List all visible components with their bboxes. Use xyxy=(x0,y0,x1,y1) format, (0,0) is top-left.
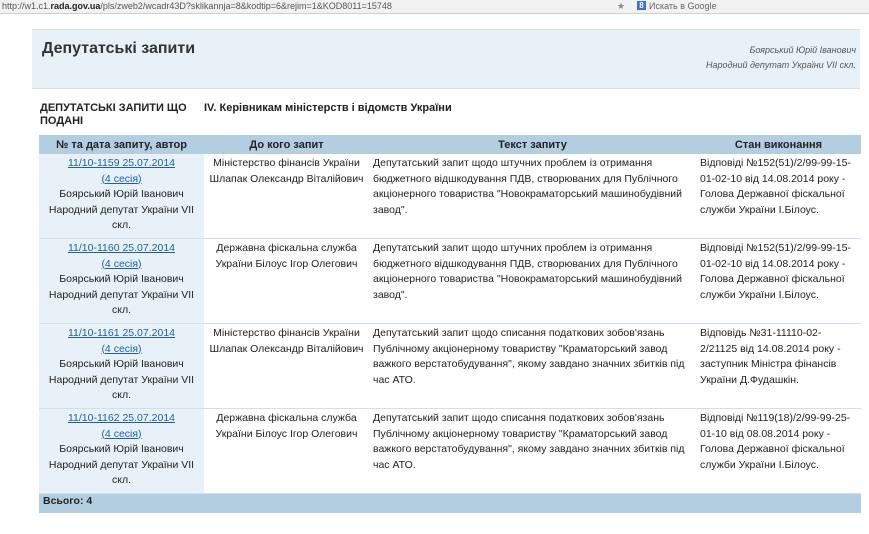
deputy-role: Народний депутат України VII скл. xyxy=(706,60,856,70)
url-path: /pls/zweb2/wcadr43D?sklikannja=8&kodtip=6&rejim=1&KOD8011=15748 xyxy=(100,1,392,11)
session-link[interactable]: (4 сесія) xyxy=(101,342,142,355)
request-link[interactable]: 11/10-1162 25.07.2014 xyxy=(67,412,176,424)
col-header-status: Стан виконання xyxy=(696,135,861,154)
cell-text: Депутатський запит щодо списання податкових зобов'язань Публічному акціонерному товариству "Краматорський завод важкого верстатобудування", якому завдано значних збитків під час АТО. xyxy=(369,324,696,409)
table-row xyxy=(39,154,861,239)
table-row xyxy=(39,239,861,324)
url-domain: rada.gov.ua xyxy=(50,1,101,11)
session-link[interactable]: (4 сесія) xyxy=(101,172,142,185)
requests-table xyxy=(39,135,861,513)
session-link[interactable]: (4 сесія) xyxy=(101,427,142,440)
total-row xyxy=(39,494,861,514)
author-name: Боярський Юрій Іванович xyxy=(59,358,184,370)
col-header-text: Текст запиту xyxy=(369,135,696,154)
url-prefix: http://w1.c1. xyxy=(2,1,51,11)
cell-status: Відповідь №31-11110-02-2/21125 від 14.08.2014 року - заступник Міністра фінансів України Д.Фудашкін. xyxy=(696,324,861,409)
author-role: Народний депутат України VII скл. xyxy=(48,288,195,316)
cell-text: Депутатський запит щодо списання податкових зобов'язань Публічному акціонерному товариству "Краматорський завод важкого верстатобудування", якому завдано значних збитків під час АТО. xyxy=(369,409,696,494)
cell-recipient: Міністерство фінансів України Шлапак Олександр Віталійович xyxy=(204,324,369,409)
cell-recipient: Міністерство фінансів України Шлапак Олександр Віталійович xyxy=(204,154,369,239)
section-title-right: IV. Керівникам міністерств і відомств України xyxy=(204,102,452,114)
table-row xyxy=(39,409,861,494)
cell-status: Відповіді №152(51)/2/99-99-15-01-02-10 від 14.08.2014 року - Голова Державної фіскальної служби України І.Білоус. xyxy=(696,154,861,239)
address-bar[interactable] xyxy=(2,0,392,12)
table-header-row xyxy=(39,135,861,154)
cell-number xyxy=(39,239,204,324)
page-header xyxy=(32,29,860,89)
col-header-number: № та дата запиту, автор xyxy=(39,135,204,154)
total-count: Всього: 4 xyxy=(39,494,861,514)
session-link[interactable]: (4 сесія) xyxy=(101,257,142,270)
author-role: Народний депутат України VII скл. xyxy=(48,458,195,486)
cell-recipient: Державна фіскальна служба України Білоус Ігор Олегович xyxy=(204,409,369,494)
col-header-recipient: До кого запит xyxy=(204,135,369,154)
cell-recipient: Державна фіскальна служба України Білоус Ігор Олегович xyxy=(204,239,369,324)
author-name: Боярський Юрій Іванович xyxy=(59,443,184,455)
section-title-left: ДЕПУТАТСЬКІ ЗАПИТИ ЩО ПОДАНІ xyxy=(40,102,187,127)
deputy-info xyxy=(706,43,856,73)
author-name: Боярський Юрій Іванович xyxy=(59,188,184,200)
google-search-icon[interactable]: 8 xyxy=(637,1,646,10)
cell-text: Депутатський запит щодо штучних проблем із отримання бюджетного відшкодування ПДВ, створюваних для Публічного акціонерного товариства "Новокраматорський машинобудівний завод". xyxy=(369,154,696,239)
request-link[interactable]: 11/10-1159 25.07.2014 xyxy=(67,157,176,169)
table-row xyxy=(39,324,861,409)
request-link[interactable]: 11/10-1160 25.07.2014 xyxy=(67,242,176,254)
browser-bar xyxy=(0,0,869,14)
author-role: Народний депутат України VII скл. xyxy=(48,203,195,231)
page-title: Депутатські запити xyxy=(42,40,196,57)
cell-number xyxy=(39,154,204,239)
cell-text: Депутатський запит щодо штучних проблем із отримання бюджетного відшкодування ПДВ, створюваних для Публічного акціонерного товариства "Новокраматорський машинобудівний завод". xyxy=(369,239,696,324)
cell-number xyxy=(39,324,204,409)
author-role: Народний депутат України VII скл. xyxy=(48,373,195,401)
cell-status: Відповіді №119(18)/2/99-99-25-01-10 від 08.08.2014 року - Голова Державної фіскальної служби України І.Білоус. xyxy=(696,409,861,494)
author-name: Боярський Юрій Іванович xyxy=(59,273,184,285)
cell-number xyxy=(39,409,204,494)
cell-status: Відповіді №152(51)/2/99-99-15-01-02-10 від 14.08.2014 року - Голова Державної фіскальної служби України І.Білоус. xyxy=(696,239,861,324)
request-link[interactable]: 11/10-1161 25.07.2014 xyxy=(67,327,176,339)
bookmark-star-icon[interactable]: ★ xyxy=(617,1,626,11)
search-input[interactable]: Искать в Google xyxy=(649,1,717,11)
deputy-name: Боярський Юрій Іванович xyxy=(749,45,856,55)
